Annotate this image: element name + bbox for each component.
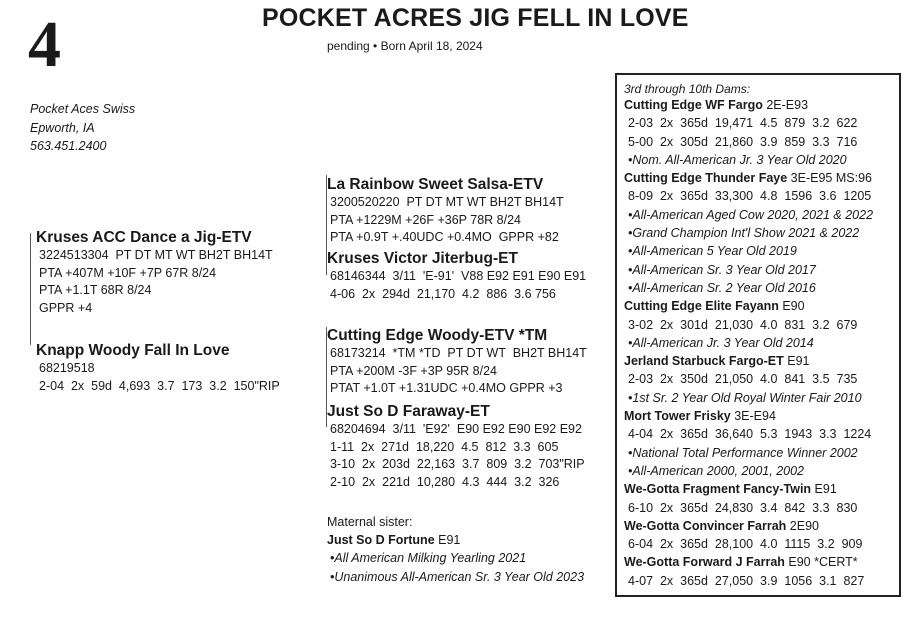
consignor-location: Epworth, IA [30, 120, 95, 135]
page-title: POCKET ACRES JIG FELL IN LOVE [262, 4, 689, 32]
ancestor-dam-record: 6-10 2x 365d 24,830 3.4 842 3.3 830 [628, 500, 858, 515]
sire-dam-name: Kruses Victor Jiterbug-ET [327, 250, 518, 267]
honor-line: •All American Milking Yearling 2021 [330, 551, 527, 566]
sire-bracket [30, 233, 31, 345]
ancestor-dam-honor: •All-American Jr. 3 Year Old 2014 [628, 335, 814, 350]
ancestor-dam-classification: E91 [783, 354, 810, 369]
ancestor-dam-name [624, 553, 899, 571]
ancestor-dam-honor: •Grand Champion Int'l Show 2021 & 2022 [628, 226, 860, 241]
dam-sire-details [330, 345, 587, 398]
sire-sire-line: PTA +1229M +26F +36P 78R 8/24 [330, 212, 521, 227]
dam-dam-name: Just So D Faraway-ET [327, 403, 490, 420]
dam-block [36, 342, 280, 395]
dam-line: 2-04 2x 59d 4,693 3.7 173 3.2 150"RIP [39, 378, 280, 393]
ancestor-dam-record: 8-09 2x 365d 33,300 4.8 1596 3.6 1205 [628, 189, 872, 204]
sire-line: GPPR +4 [39, 300, 93, 315]
registration-status: pending • Born April 18, 2024 [327, 39, 483, 53]
dam-dam-details [330, 421, 585, 491]
ancestor-dam-honor: •All-American Aged Cow 2020, 2021 & 2022 [628, 207, 874, 222]
ancestor-dam-record: 2-03 2x 350d 21,050 4.0 841 3.5 735 [628, 372, 858, 387]
ancestor-dam-classification: E90 [778, 299, 805, 314]
ancestor-dam-classification: 3E-E95 MS:96 [787, 171, 872, 186]
dam-details [39, 360, 280, 395]
ancestor-dam-name [624, 480, 899, 498]
ancestor-dam-honor: •1st Sr. 2 Year Old Royal Winter Fair 2010 [628, 390, 862, 405]
ancestor-dam-name [624, 352, 899, 370]
ancestor-dam-honor: •Nom. All-American Jr. 3 Year Old 2020 [628, 152, 847, 167]
ancestor-dam-classification: 3E-E94 [730, 409, 776, 424]
lot-number: 4 [28, 8, 61, 81]
sire-line: PTA +407M +10F +7P 67R 8/24 [39, 265, 217, 280]
ancestor-dam-name [624, 169, 899, 187]
ancestor-dam-name [624, 407, 899, 425]
ancestor-dam-honor: •All-American Sr. 3 Year Old 2017 [628, 262, 816, 277]
ancestor-dam-title: Cutting Edge Elite Fayann [624, 299, 779, 314]
ancestor-dam-name [624, 297, 899, 315]
dam-sire-line: PTA +200M -3F +3P 95R 8/24 [330, 363, 497, 378]
sire-dam-block [327, 250, 586, 303]
sire-sire-block [327, 176, 564, 247]
ancestor-dam-title: We-Gotta Convincer Farrah [624, 518, 787, 533]
sire-block [36, 229, 273, 317]
ancestor-dam-classification: 2E-E93 [762, 98, 809, 112]
ancestor-dam-title: We-Gotta Fragment Fancy-Twin [624, 482, 812, 497]
maternal-sister-honors [327, 549, 584, 585]
ancestor-dam-honor: •All-American 5 Year Old 2019 [628, 244, 797, 259]
ancestor-dam-classification: E90 *CERT* [784, 555, 858, 570]
maternal-sister-block [327, 513, 584, 586]
dam-dam-block [327, 403, 585, 491]
sire-sire-details [330, 194, 564, 247]
sire-sire-name: La Rainbow Sweet Salsa-ETV [327, 176, 544, 193]
dam-name: Knapp Woody Fall In Love [36, 342, 230, 359]
sire-dam-line: 68146344 3/11 'E-91' V88 E92 E91 E90 E91 [330, 269, 587, 283]
ancestor-dam-record: 6-04 2x 365d 28,100 4.0 1115 3.2 909 [628, 537, 863, 552]
consignor-phone: 563.451.2400 [30, 139, 107, 153]
ancestor-dam-record: 5-00 2x 305d 21,860 3.9 859 3.3 716 [628, 134, 858, 149]
ancestor-dam-title: Mort Tower Frisky [624, 409, 731, 424]
sire-dam-line: 4-06 2x 294d 21,170 4.2 886 3.6 756 [330, 286, 556, 301]
maternal-sister-label: Maternal sister: [327, 515, 413, 529]
ancestor-dam-honor: •All-American Sr. 2 Year Old 2016 [628, 280, 816, 295]
dams-box-heading: 3rd through 10th Dams: [624, 82, 751, 96]
sire-name: Kruses ACC Dance a Jig-ETV [36, 229, 252, 246]
ancestor-dam-title: We-Gotta Forward J Farrah [624, 555, 785, 570]
dam-dam-line: 68204694 3/11 'E92' E90 E92 E90 E92 E92 [330, 422, 582, 436]
maternal-sister-name: Just So D Fortune [327, 533, 435, 548]
ancestor-dam-title: Cutting Edge Thunder Faye [624, 171, 788, 186]
consignor-name: Pocket Aces Swiss [30, 102, 136, 116]
dam-dam-line: 1-11 2x 271d 18,220 4.5 812 3.3 605 [330, 439, 559, 454]
sire-line: PTA +1.1T 68R 8/24 [39, 283, 152, 297]
dam-dam-line: 2-10 2x 221d 10,280 4.3 444 3.2 326 [330, 474, 560, 489]
ancestor-dam-honor: •National Total Performance Winner 2002 [628, 445, 858, 460]
ancestor-dam-name [624, 96, 899, 114]
dams-box [615, 73, 901, 597]
dam-sire-block [327, 327, 587, 398]
ancestor-dam-classification: 2E90 [786, 518, 819, 533]
dam-sire-line: 68173214 *TM *TD PT DT WT BH2T BH14T [330, 346, 587, 360]
sire-dam-details [330, 268, 586, 303]
sire-line: 3224513304 PT DT MT WT BH2T BH14T [39, 248, 273, 262]
ancestor-dam-record: 4-07 2x 365d 27,050 3.9 1056 3.1 827 [628, 573, 865, 588]
ancestor-dam-record: 2-03 2x 365d 19,471 4.5 879 3.2 622 [628, 116, 858, 131]
ancestor-dam-record: 4-04 2x 365d 36,640 5.3 1943 3.3 1224 [628, 427, 872, 442]
sire-sire-line: 3200520220 PT DT MT WT BH2T BH14T [330, 195, 564, 209]
ancestor-dam-honor: •All-American 2000, 2001, 2002 [628, 463, 805, 478]
ancestor-dam-classification: E91 [811, 482, 837, 497]
dam-dam-line: 3-10 2x 203d 22,163 3.7 809 3.2 703"RIP [330, 457, 585, 471]
sire-details [39, 247, 273, 317]
dam-list [624, 96, 899, 590]
ancestor-dam-name [624, 517, 899, 535]
honor-line: •Unanimous All-American Sr. 3 Year Old 2023 [330, 569, 585, 584]
dam-sire-name: Cutting Edge Woody-ETV *TM [327, 327, 548, 344]
maternal-sister-class: E91 [434, 533, 461, 548]
consignor-info [30, 100, 135, 156]
sire-sire-line: PTA +0.9T +.40UDC +0.4MO GPPR +82 [330, 230, 559, 244]
dam-line: 68219518 [39, 361, 95, 375]
ancestor-dam-record: 3-02 2x 301d 21,030 4.0 831 3.2 679 [628, 317, 858, 332]
ancestor-dam-title: Jerland Starbuck Fargo-ET [624, 354, 784, 369]
dam-sire-line: PTAT +1.0T +1.31UDC +0.4MO GPPR +3 [330, 381, 563, 395]
ancestor-dam-title: Cutting Edge WF Fargo [624, 98, 763, 112]
